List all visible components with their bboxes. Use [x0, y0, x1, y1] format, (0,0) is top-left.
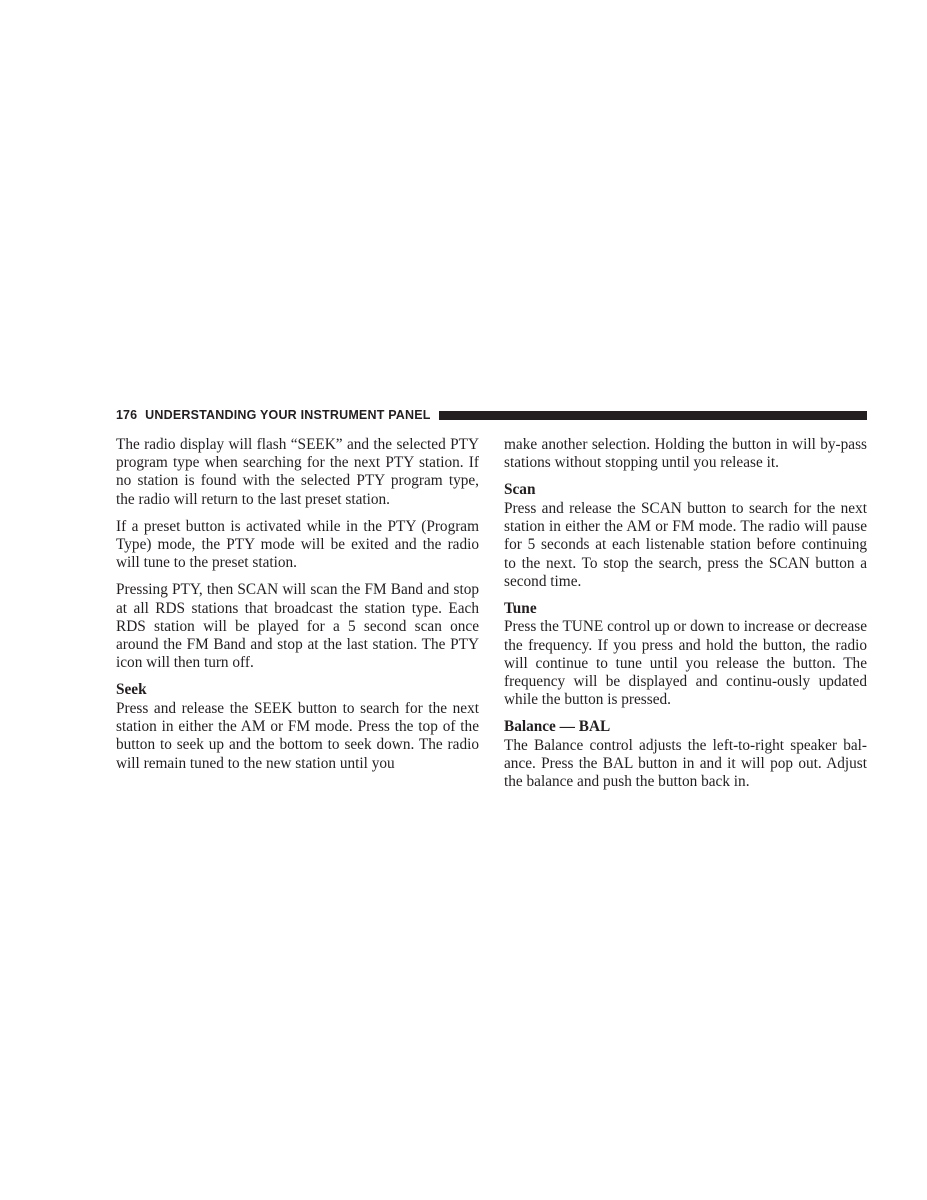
header-rule — [439, 411, 867, 420]
scan-paragraph: Press and release the SCAN button to search for the next station in either the AM or FM mode. The radio will pause for 5 seconds at each listenable station before continuing to the next. To stop the search, press the SCAN button a second time. — [504, 499, 867, 590]
balance-paragraph: The Balance control adjusts the left-to-right speaker bal-ance. Press the BAL button in and it will pop out. Adjust the balance and push the button back in. — [504, 736, 867, 791]
balance-heading: Balance — BAL — [504, 718, 611, 736]
scan-heading: Scan — [504, 481, 536, 499]
left-column — [116, 436, 479, 782]
pty-scan-paragraph: Pressing PTY, then SCAN will scan the FM Band and stop at all RDS stations that broadcast the station type. Each RDS station will be played for a 5 second scan once around the FM Band and stop at the last station. The PTY icon will then turn off. — [116, 581, 479, 672]
preset-paragraph: If a preset button is activated while in the PTY (Program Type) mode, the PTY mode will be exited and the radio will tune to the preset station. — [116, 517, 479, 572]
seek-heading: Seek — [116, 681, 147, 699]
tune-heading: Tune — [504, 599, 537, 617]
page-number: 176 — [116, 408, 138, 422]
seek-continuation-paragraph: make another selection. Holding the button in will by-pass stations without stopping until you release it. — [504, 436, 867, 472]
page-header — [116, 407, 867, 423]
tune-paragraph: Press the TUNE control up or down to increase or decrease the frequency. If you press and hold the button, the radio will continue to tune until you release the button. The frequency will be displayed and continu-ously updated while the button is pressed. — [504, 618, 867, 709]
pty-seek-paragraph: The radio display will flash “SEEK” and the selected PTY program type when searching for the next PTY station. If no station is found with the selected PTY program type, the radio will return to the last preset station. — [116, 436, 479, 508]
seek-paragraph: Press and release the SEEK button to search for the next station in either the AM or FM mode. Press the top of the button to seek up and the bottom to seek down. The radio will remain tuned to the new station until you — [116, 699, 479, 772]
right-column — [504, 436, 867, 801]
section-title: UNDERSTANDING YOUR INSTRUMENT PANEL — [145, 408, 431, 422]
